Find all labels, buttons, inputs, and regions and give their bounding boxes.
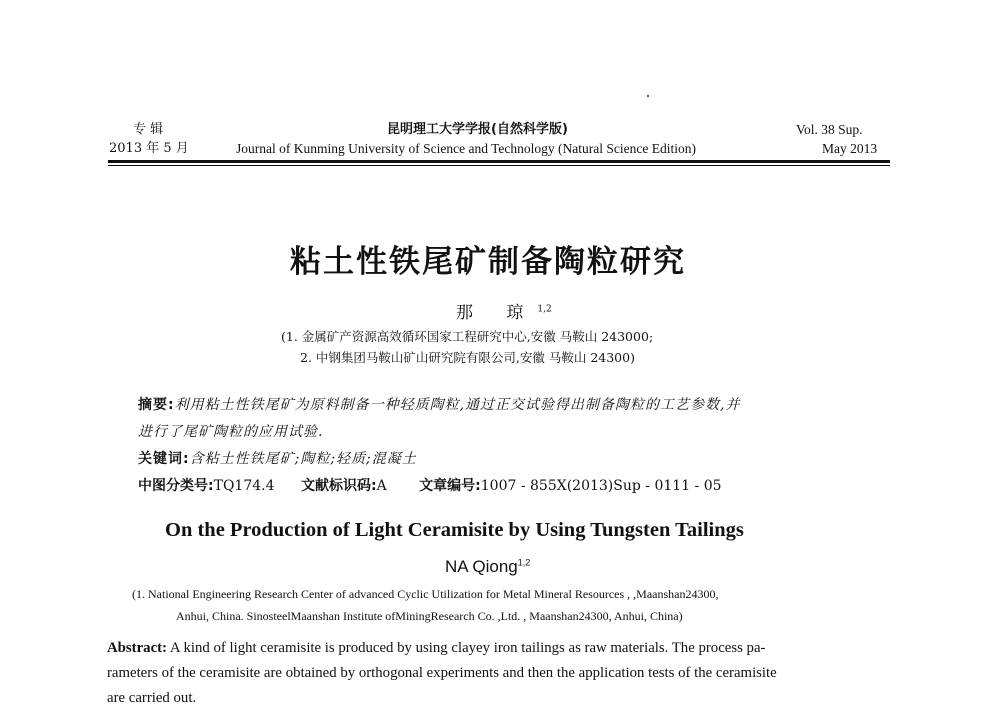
author-en-name: NA Qiong: [445, 557, 518, 576]
paper-title-cn: 粘土性铁尾矿制备陶粒研究: [290, 244, 686, 280]
article-no-label: 文章编号:: [419, 478, 481, 494]
abstract-cn-text-2: 进行了尾矿陶粒的应用试验.: [138, 424, 324, 440]
doc-code-label: 文献标识码:: [300, 478, 377, 494]
clc-label: 中图分类号:: [138, 478, 214, 494]
author-en-sup: 1,2: [517, 557, 531, 568]
header-issue-date-en: May 2013: [822, 141, 878, 156]
paper-title-en: On the Production of Light Ceramisite by Using Tungsten Tailings: [165, 519, 744, 541]
header-issue-date-cn: 2013 年 5 月: [109, 141, 189, 156]
header-rule-thick: [108, 160, 890, 163]
header-journal-name-en: Journal of Kunming University of Science and Technology (Natural Science Edition): [236, 141, 696, 156]
affiliation-en-1: (1. National Engineering Research Center of advanced Cyclic Utilization for Metal Mineral Resources , ,Maanshan24300,: [132, 587, 719, 601]
keywords-cn: [138, 448, 417, 468]
abstract-en-text-3: are carried out.: [107, 690, 197, 706]
abstract-en-line-1: [107, 640, 765, 657]
abstract-cn-line-1: [138, 394, 741, 414]
author-en: [445, 557, 530, 577]
author-cn-sup: 1,2: [537, 304, 552, 315]
affiliation-en-2: Anhui, China. SinosteelMaanshan Institute ofMiningResearch Co. ,Ltd. , Maanshan24300, Anhui, China): [176, 609, 683, 623]
abstract-en-text-1: A kind of light ceramisite is produced by using clayey iron tailings as raw materials. The process pa-: [167, 640, 766, 656]
article-no-value: 1007 - 855X(2013)Sup - 0111 - 05: [480, 478, 722, 494]
author-cn-name: 那 琼: [456, 303, 538, 323]
header-column-label: 专 辑: [133, 122, 164, 137]
affiliation-cn-1: (1. 金属矿产资源高效循环国家工程研究中心,安徽 马鞍山 243000;: [281, 329, 654, 344]
header-journal-name-cn: 昆明理工大学学报(自然科学版): [387, 122, 568, 137]
abstract-cn-text-1: 利用粘土性铁尾矿为原料制备一种轻质陶粒,通过正交试验得出制备陶粒的工艺参数,并: [174, 397, 741, 413]
abstract-cn-label: 摘要:: [138, 397, 175, 413]
abstract-en-label: Abstract:: [107, 640, 167, 656]
header-rule-thin: [108, 165, 890, 166]
doc-code-value: A: [376, 478, 387, 494]
keywords-cn-text: 含粘土性铁尾矿;陶粒;轻质;混凝土: [189, 451, 417, 467]
header-volume: Vol. 38 Sup.: [796, 122, 863, 137]
abstract-en-text-2: rameters of the ceramisite are obtained by orthogonal experiments and then the application tests of the ceramisite: [107, 665, 777, 681]
speck-mark: [647, 95, 649, 97]
keywords-cn-label: 关键词:: [138, 451, 190, 467]
affiliation-cn-2: 2. 中钢集团马鞍山矿山研究院有限公司,安徽 马鞍山 24300): [300, 350, 635, 365]
classification-line: [138, 475, 722, 495]
clc-value: TQ174.4: [213, 478, 275, 494]
author-cn: [456, 298, 552, 323]
